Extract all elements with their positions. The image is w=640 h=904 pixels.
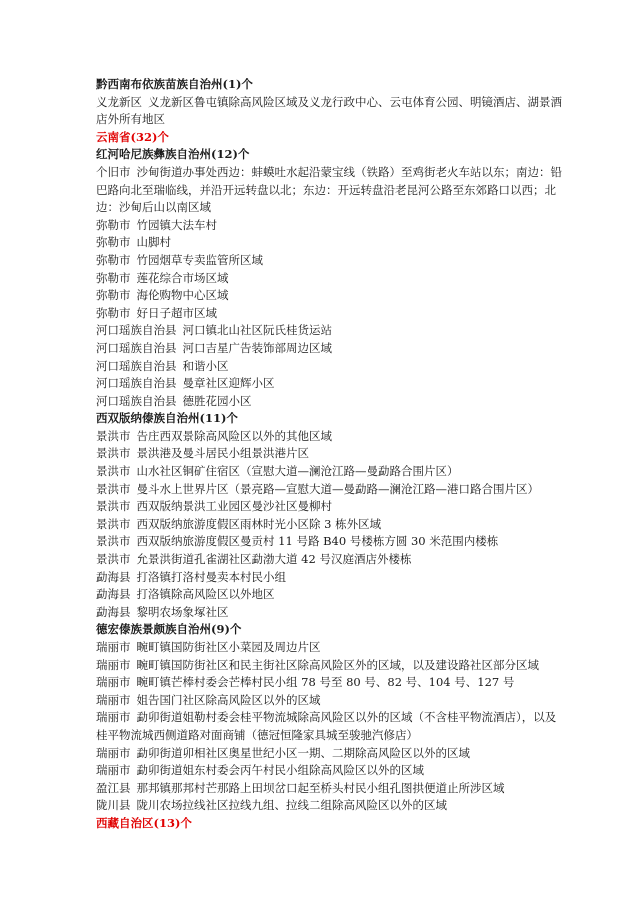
entry-text: 德胜花园小区 [182,393,252,408]
area-entry [96,270,566,288]
area-entry [96,604,566,622]
area-entry [96,533,566,551]
entry-text: 允景洪街道孔雀湖社区勐渤大道 42 号汉庭酒店外楼栋 [136,552,412,567]
entry-city: 弥勒市 [96,305,131,320]
entry-text: 那邦镇那邦村芒那路上田坝岔口起至桥头村民小组孔图拱便道止所涉区域 [136,780,505,795]
entry-city: 瑞丽市 [96,657,131,672]
area-entry [96,709,566,744]
document-page [96,76,566,833]
area-entry [96,569,566,587]
area-entry [96,674,566,692]
entry-city: 弥勒市 [96,217,131,232]
entry-city: 勐海县 [96,604,131,619]
entry-text: 曼章社区迎辉小区 [182,376,275,391]
entry-city: 河口瑶族自治县 [96,340,177,355]
entry-city: 瑞丽市 [96,710,131,725]
entry-text: 打洛镇除高风险区以外地区 [136,587,275,602]
area-entry [96,217,566,235]
entry-text: 姐告国门社区除高风险区以外的区域 [136,692,321,707]
entry-text: 竹园烟草专卖监管所区域 [136,252,263,267]
entry-text: 畹町镇国防街社区和民主街社区除高风险区外的区域，以及建设路社区部分区域 [136,657,539,672]
entry-city: 景洪市 [96,428,131,443]
entry-text: 黎明农场象塚社区 [136,604,229,619]
entry-city: 景洪市 [96,552,131,567]
prefecture-heading: 西双版纳傣族自治州(11)个 [96,411,238,426]
area-entry [96,287,566,305]
entry-text: 义龙新区鲁屯镇除高风险区域及义龙行政中心、云屯体育公园、明镜酒店、湖景酒店外所有地区 [96,94,562,127]
entry-city: 瑞丽市 [96,745,131,760]
area-entry [96,551,566,569]
area-entry [96,586,566,604]
entry-text: 沙甸街道办事处西边：蚌蟆吐水起沿蒙宝线（铁路）至鸡街老火车站以东；南边：铅巴路向北至瑞临线，并沿开远转盘以北；东边：开远转盘沿老昆河公路至东郊路口以西；北边：沙甸后山以南区域 [96,164,562,215]
entry-text: 景洪港及曼斗居民小组景洪港片区 [136,446,309,461]
area-entry [96,657,566,675]
area-entry [96,463,566,481]
entry-text: 和谐小区 [182,358,229,373]
entry-text: 告庄西双景除高风险区以外的其他区域 [136,428,332,443]
entry-text: 打洛镇打洛村曼卖本村民小组 [136,569,286,584]
entry-city: 瑞丽市 [96,692,131,707]
entry-text: 曼斗水上世界片区（景亮路—宣慰大道—曼勐路—澜沧江路—港口路合围片区） [136,481,539,496]
area-entry [96,393,566,411]
entry-text: 西双版纳旅游度假区曼贡村 11 号路 B40 号楼栋方圆 30 米范围内楼栋 [136,534,499,549]
area-entry [96,358,566,376]
entry-city: 河口瑶族自治县 [96,393,177,408]
area-entry [96,516,566,534]
entry-text: 莲花综合市场区域 [136,270,229,285]
entry-city: 瑞丽市 [96,640,131,654]
entry-city: 景洪市 [96,464,131,479]
area-entry [96,692,566,710]
province-heading: 西藏自治区(13)个 [96,815,192,830]
area-entry [96,498,566,516]
entry-text: 畹町镇国防街社区小菜园及周边片区 [136,640,321,654]
entry-text: 西双版纳景洪工业园区曼沙社区曼柳村 [136,499,332,514]
entry-city: 河口瑶族自治县 [96,323,177,338]
entry-text: 山水社区铜矿住宿区（宣慰大道—澜沧江路—曼勐路合围片区） [136,464,459,479]
entry-city: 个旧市 [96,164,131,179]
area-entry [96,445,566,463]
entry-city: 弥勒市 [96,270,131,285]
entry-text: 河口镇北山社区阮氏桂货运站 [182,323,332,338]
area-entry [96,322,566,340]
entry-city: 河口瑶族自治县 [96,358,177,373]
prefecture-heading: 黔西南布依族苗族自治州(1)个 [96,77,253,91]
area-entry [96,164,566,217]
entry-city: 河口瑶族自治县 [96,376,177,391]
area-entry [96,375,566,393]
entry-text: 畹町镇芒棒村委会芒棒村民小组 78 号至 80 号、82 号、104 号、127 号 [136,675,515,690]
entry-text: 西双版纳旅游度假区雨林时光小区除 3 栋外区域 [136,516,382,531]
area-entry [96,340,566,358]
entry-text: 好日子超市区域 [136,305,217,320]
area-entry [96,481,566,499]
entry-city: 景洪市 [96,534,131,549]
entry-text: 陇川农场拉线社区拉线九组、拉线二组除高风险区以外的区域 [136,798,447,813]
area-entry [96,745,566,763]
entry-city: 盈江县 [96,780,131,795]
area-entry [96,762,566,780]
prefecture-heading: 德宏傣族景颇族自治州(9)个 [96,622,242,637]
entry-city: 义龙新区 [96,94,142,109]
entry-city: 弥勒市 [96,252,131,267]
entry-city: 瑞丽市 [96,675,131,690]
entry-city: 弥勒市 [96,288,131,303]
prefecture-heading: 红河哈尼族彝族自治州(12)个 [96,147,250,162]
area-entry [96,234,566,252]
entry-text: 勐卯街道姐东村委会丙午村民小组除高风险区以外的区域 [136,763,424,778]
entry-text: 山脚村 [136,235,171,250]
entry-city: 景洪市 [96,516,131,531]
entry-city: 勐海县 [96,587,131,602]
entry-city: 陇川县 [96,798,131,813]
entry-city: 勐海县 [96,569,131,584]
entry-text: 河口吉星广告装饰部周边区域 [182,340,332,355]
area-entry [96,94,566,129]
province-heading: 云南省(32)个 [96,129,169,144]
entry-text: 竹园镇大法车村 [136,217,217,232]
entry-city: 弥勒市 [96,235,131,250]
area-entry [96,780,566,798]
entry-text: 勐卯街道姐勒村委会桂平物流城除高风险区以外的区域（不含桂平物流酒店），以及桂平物流城西侧道路对面商铺（德冠恒隆家具城至骏驰汽修店） [96,710,557,742]
entry-city: 景洪市 [96,446,131,461]
area-entry [96,797,566,815]
area-entry [96,252,566,270]
entry-city: 景洪市 [96,481,131,496]
area-entry [96,428,566,446]
area-entry [96,639,566,657]
entry-city: 瑞丽市 [96,763,131,778]
entry-text: 勐卯街道卯相社区奥星世纪小区一期、二期除高风险区以外的区域 [136,745,470,760]
entry-text: 海伦购物中心区域 [136,288,229,303]
entry-city: 景洪市 [96,499,131,514]
area-entry [96,305,566,323]
